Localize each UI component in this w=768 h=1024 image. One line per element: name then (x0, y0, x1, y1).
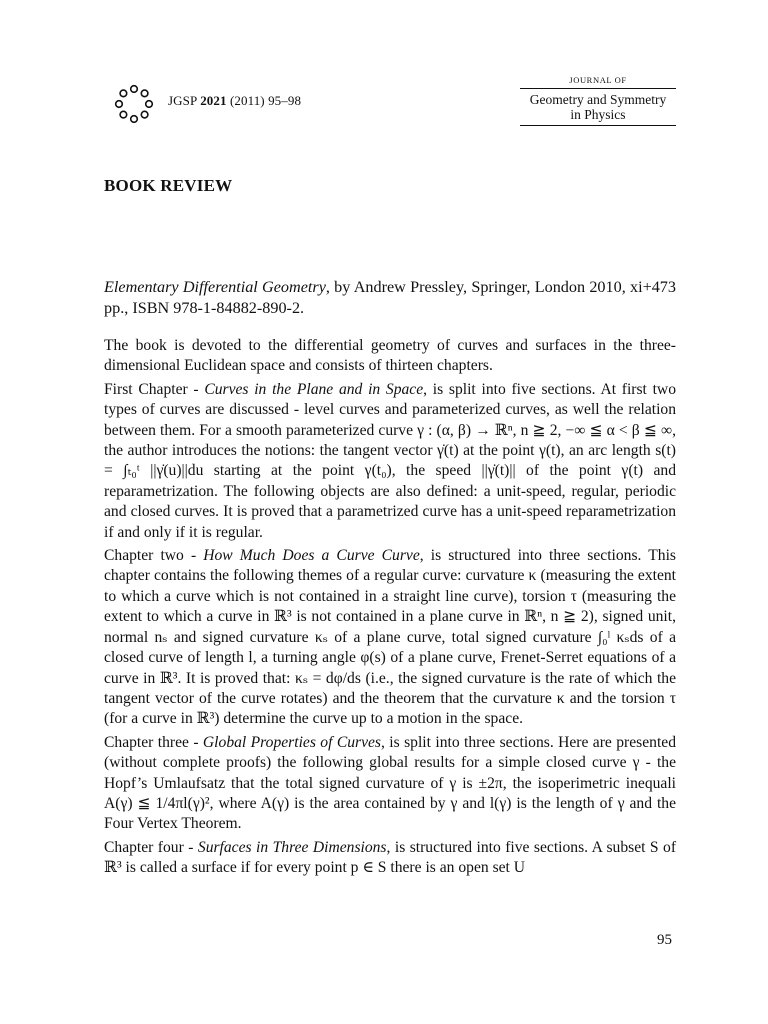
journal-name-line2: in Physics (570, 107, 626, 122)
chapter-one-lead: First Chapter - (104, 380, 205, 398)
chapter-two-lead: Chapter two - (104, 547, 204, 565)
chapter-four-title: Surfaces in Three Dimensions (197, 838, 387, 856)
citation-suffix: (2011) 95–98 (229, 93, 302, 108)
page-number: 95 (657, 932, 672, 948)
book-reference (104, 277, 676, 319)
paragraph-chapter-four (104, 838, 676, 879)
chapter-two-text: , is structured into three sections. This chapter contains the following themes of a regular curve: curvature κ (measuring the extent to which a curve which is not contained in a straight line curve), torsion τ (measuring the extent to which a curve in ℝ³ is not contained in a plane curve in ℝⁿ, n ≧ 2), signed unit, normal nₛ and signed curvature κₛ of a plane curve, total signed curvature ∫₀ˡ κₛds of a closed curve of length l, a turning angle φ(s) of a plane curve, Frenet-Serret equations of a curve in ℝ³. It is proved that: κₛ = dφ/ds (i.e., the signed curvature is the rate of which the tangent vector of the curve rotates) and the theorem that the curvature κ and the torsion τ (for a curve in ℝ³) determine the curve up to a motion in the space. (104, 547, 676, 728)
journal-of-label: JOURNAL OF (569, 75, 627, 85)
chapter-one-title: Curves in the Plane and in Space (204, 380, 424, 398)
chapter-three-lead: Chapter three - (104, 733, 203, 751)
chapter-four-text: , is structured into five sections. A subset S of ℝ³ is called a surface if for every point p ∈ S there is an open set U (104, 838, 677, 877)
masthead-rule-top (520, 88, 676, 89)
citation-volume: 2021 (200, 93, 227, 108)
paragraph-intro: The book is devoted to the differential geometry of curves and surfaces in the three-dimensional Euclidean space and consists of thirteen chapters. (104, 337, 676, 375)
journal-name-line1: Geometry and Symmetry (529, 92, 667, 107)
masthead-rule-bottom (520, 125, 676, 126)
section-title: BOOK REVIEW (104, 176, 233, 195)
paragraph-chapter-three (104, 733, 676, 835)
citation-line (168, 93, 301, 109)
chapter-three-title: Global Properties of Curves (202, 733, 381, 751)
paragraph-chapter-one (104, 380, 676, 543)
chapter-one-text: , is split into five sections. At first two types of curves are discussed - level curves and parameterized curves, as well the relation between them. For a smooth parameterized curve γ : (α, β) → ℝⁿ, n ≧ 2, −∞ ≦ α < β ≦ ∞, the author introduces the notions: the tangent vector γ̇(t) at the point γ(t), an arc length s(t) = ∫ₜ₀ᵗ ||γ̇(u)||du starting at the point γ(t₀), the speed ||γ̇(t)|| of the point γ(t) and reparametrization. The following objects are also defined: a unit-speed, regular, periodic and closed curves. It is proved that a parametrized curve has a unit-speed reparametrization if and only if it is regular. (104, 380, 676, 541)
chapter-three-text: , is split into three sections. Here are presented (without complete proofs) the following global results for a simple closed curve γ - the Hopf’s Umlaufsatz that the total signed curvature of γ is ±2π, the isoperimetric inequali A(γ) ≦ 1/4πl(γ)², where A(γ) is the area contained by γ and l(γ) is the length of γ and the Four Vertex Theorem. (104, 733, 676, 833)
journal-logo-icon (114, 84, 154, 124)
review-body (104, 336, 676, 882)
citation-prefix: JGSP (168, 93, 197, 108)
book-details: , by Andrew Pressley, Springer, London 2010, xi+473 pp., ISBN 978-1-84882-890-2. (104, 278, 676, 317)
chapter-two-title: How Much Does a Curve Curve (203, 547, 420, 565)
journal-masthead (520, 75, 676, 126)
book-title: Elementary Differential Geometry (104, 278, 326, 296)
chapter-four-lead: Chapter four - (104, 838, 198, 856)
paragraph-chapter-two (104, 546, 676, 730)
